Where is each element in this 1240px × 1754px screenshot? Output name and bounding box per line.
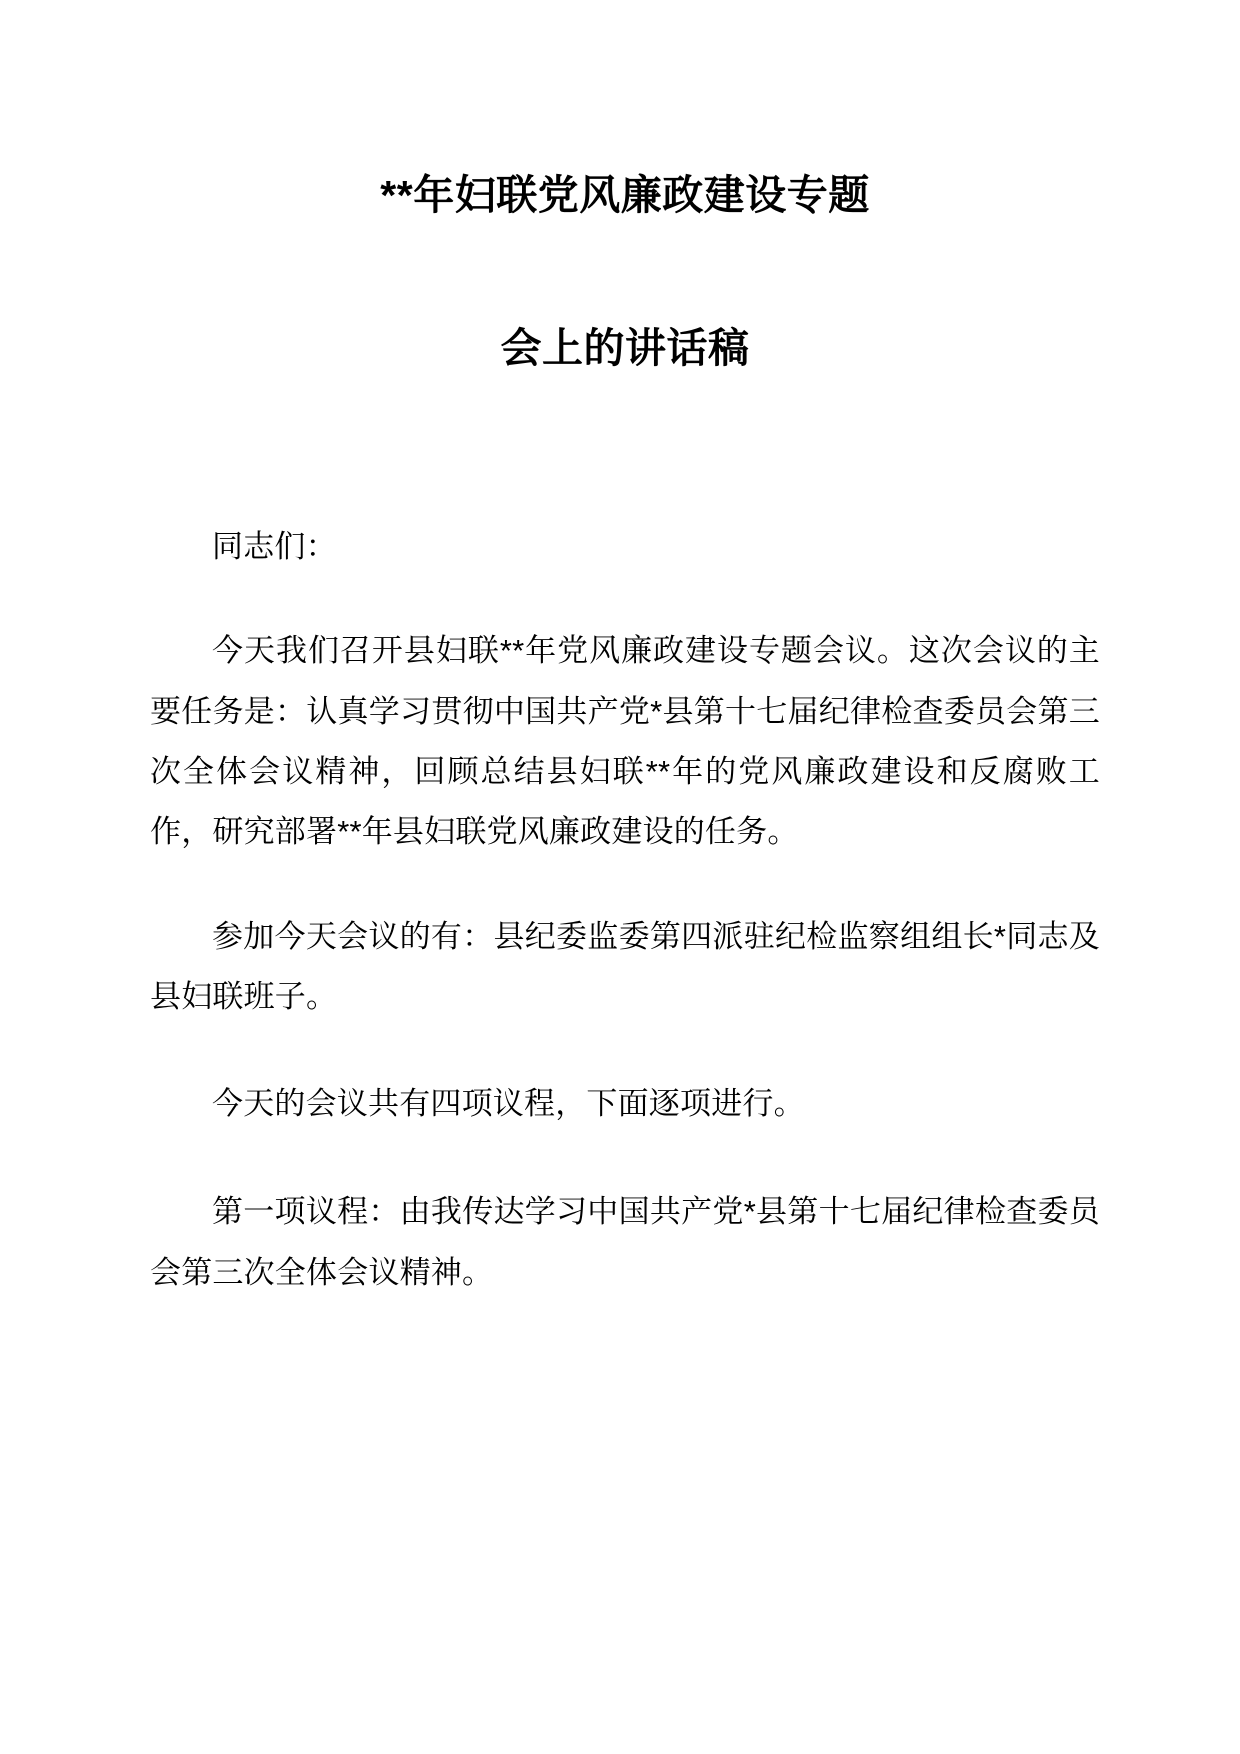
body-paragraph-2: 参加今天会议的有：县纪委监委第四派驻纪检监察组组长*同志及县妇联班子。 [150,918,1100,1015]
document-body [150,0,1100,1334]
body-paragraph-3: 今天的会议共有四项议程，下面逐项进行。 [212,1085,805,1121]
body-paragraph-4: 第一项议程：由我传达学习中国共产党*县第十七届纪律检查委员会第三次全体会议精神。 [150,1194,1100,1290]
body-paragraph-1: 今天我们召开县妇联**年党风廉政建设专题会议。这次会议的主要任务是：认真学习贯彻中国共产党*县第十七届纪律检查委员会第三次全体会议精神，回顾总结县妇联**年的党风廉政建设和反腐败工作，研究部署**年县妇联党风廉政建设的任务。 [150,633,1100,850]
page-title-line-2: 会上的讲话稿 [500,325,750,372]
page-title-line-1: **年妇联党风廉政建设专题 [380,172,870,218]
salutation: 同志们： [212,528,337,564]
